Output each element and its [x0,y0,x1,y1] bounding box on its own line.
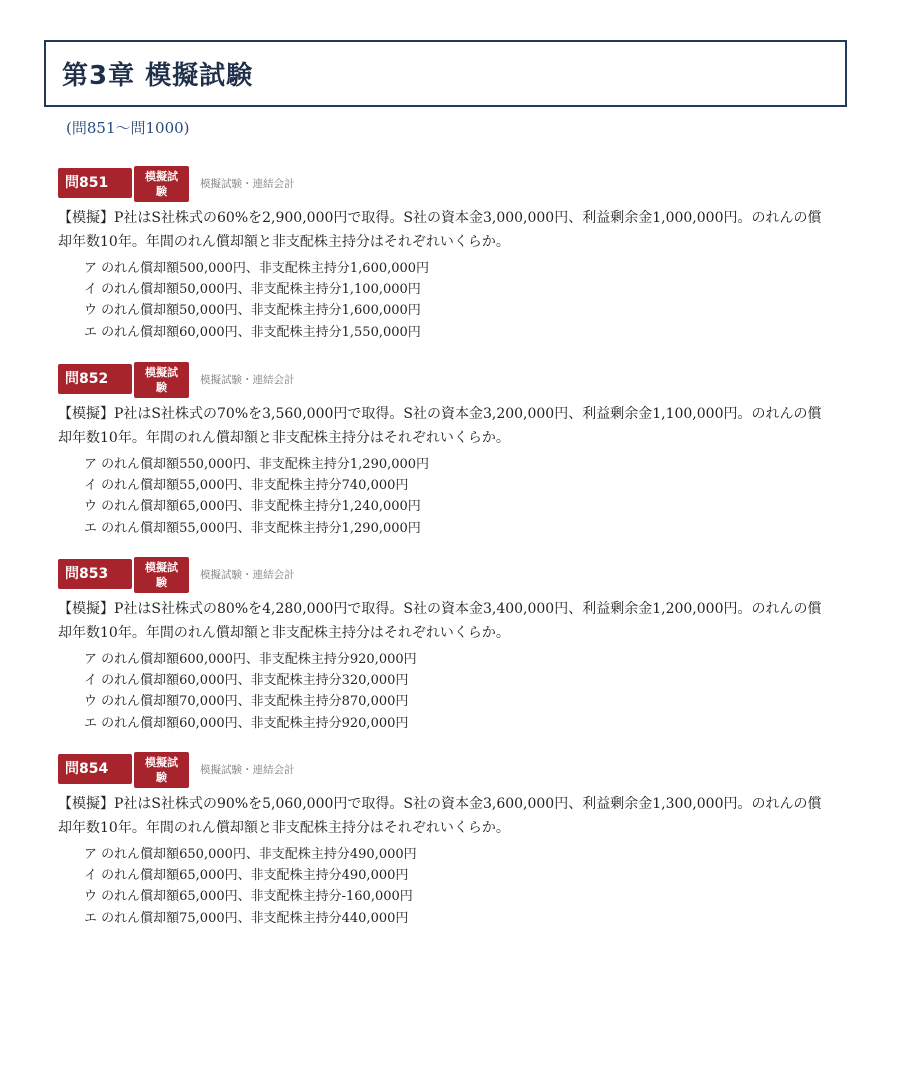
question-number-badge: 問854 [58,754,132,784]
choice-i: イ のれん償却額50,000円、非支配株主持分1,100,000円 [84,282,421,298]
question-header [58,362,858,400]
question-type-badge [134,362,189,398]
choice-e: エ のれん償却額55,000円、非支配株主持分1,290,000円 [84,520,421,536]
chapter-header [44,40,847,107]
question-category: 模擬試験・連結会計 [200,569,295,581]
chapter-title: 第3章 模擬試験 [62,61,254,91]
choice-a: ア のれん償却額500,000円、非支配株主持分1,600,000円 [84,261,430,276]
choice-list [84,258,429,343]
question-type-badge [134,557,189,593]
choice-list [84,844,417,929]
question-text: 【模擬】P社はS社株式の80%を4,280,000円で取得。S社の資本金3,400,000円、利益剰余金1,200,000円。のれんの償却年数10年。年間のれん償却額と非支配株主持分はそれぞれいくらか。 [58,601,822,641]
question-category: 模擬試験・連結会計 [200,374,295,386]
choice-u: ウ のれん償却額50,000円、非支配株主持分1,600,000円 [84,303,421,319]
choice-a: ア のれん償却額650,000円、非支配株主持分490,000円 [84,847,417,862]
choice-e: エ のれん償却額60,000円、非支配株主持分1,550,000円 [84,324,421,340]
question-text: 【模擬】P社はS社株式の90%を5,060,000円で取得。S社の資本金3,600,000円、利益剰余金1,300,000円。のれんの償却年数10年。年間のれん償却額と非支配株主持分はそれぞれいくらか。 [58,796,822,836]
question-header [58,166,858,204]
question-number-badge: 問851 [58,168,132,198]
question-range: (問851～問1000) [66,119,190,137]
question-text: 【模擬】P社はS社株式の70%を3,560,000円で取得。S社の資本金3,200,000円、利益剰余金1,100,000円。のれんの償却年数10年。年間のれん償却額と非支配株主持分はそれぞれいくらか。 [58,406,822,446]
question-type-line1: 模擬試 [145,561,178,574]
question-type-line2: 験 [156,771,167,784]
question-type-line2: 験 [156,381,167,394]
choice-i: イ のれん償却額65,000円、非支配株主持分490,000円 [84,868,409,884]
choice-u: ウ のれん償却額65,000円、非支配株主持分1,240,000円 [84,499,421,515]
question-block [58,752,858,926]
choice-list [84,649,417,734]
question-type-line2: 験 [156,576,167,589]
question-number-badge: 問853 [58,559,132,589]
question-block [58,166,858,340]
question-category: 模擬試験・連結会計 [200,764,295,776]
question-text: 【模擬】P社はS社株式の60%を2,900,000円で取得。S社の資本金3,000,000円、利益剰余金1,000,000円。のれんの償却年数10年。年間のれん償却額と非支配株主持分はそれぞれいくらか。 [58,210,822,250]
question-type-line1: 模擬試 [145,170,178,183]
choice-e: エ のれん償却額75,000円、非支配株主持分440,000円 [84,910,409,926]
choice-i: イ のれん償却額60,000円、非支配株主持分320,000円 [84,673,409,689]
question-category: 模擬試験・連結会計 [200,178,295,190]
choice-a: ア のれん償却額600,000円、非支配株主持分920,000円 [84,652,417,667]
choice-i: イ のれん償却額55,000円、非支配株主持分740,000円 [84,478,409,494]
choice-e: エ のれん償却額60,000円、非支配株主持分920,000円 [84,715,409,731]
question-header [58,752,858,790]
question-block [58,557,858,731]
question-block [58,362,858,536]
question-number-badge: 問852 [58,364,132,394]
question-header [58,557,858,595]
question-type-line2: 験 [156,185,167,198]
choice-a: ア のれん償却額550,000円、非支配株主持分1,290,000円 [84,457,430,472]
choice-u: ウ のれん償却額65,000円、非支配株主持分-160,000円 [84,889,413,905]
question-type-line1: 模擬試 [145,756,178,769]
question-type-badge [134,166,189,202]
choice-u: ウ のれん償却額70,000円、非支配株主持分870,000円 [84,694,409,710]
question-type-line1: 模擬試 [145,366,178,379]
choice-list [84,454,429,539]
question-type-badge [134,752,189,788]
